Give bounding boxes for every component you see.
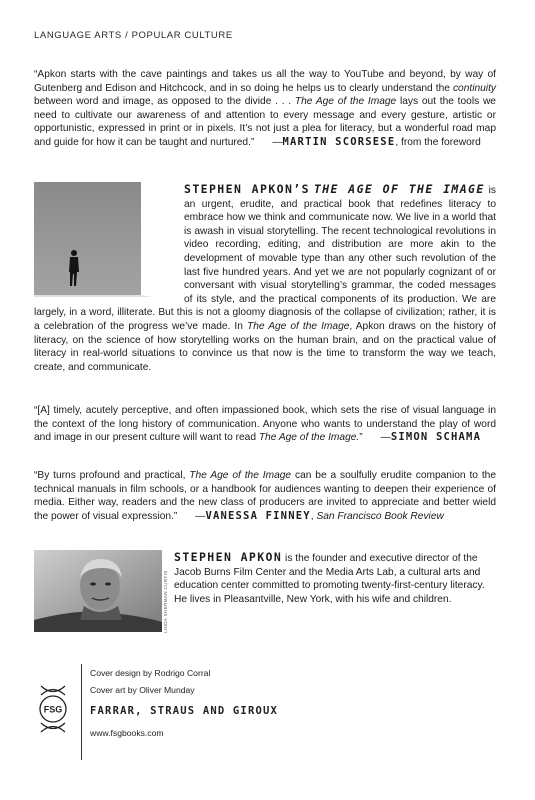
attribution-name: MARTIN SCORSESE bbox=[282, 135, 396, 148]
credits-block bbox=[90, 668, 278, 745]
divider-line bbox=[81, 664, 82, 760]
attribution-name: VANESSA FINNEY bbox=[205, 509, 311, 522]
quote-text: “Apkon starts with the cave paintings and takes us all the way to YouTube and beyond, by way of Gutenberg and Edison and Hitchcock, and in so doing he helps us to clearly understand the bbox=[34, 69, 496, 94]
quote-text: “By turns profound and practical, bbox=[34, 470, 190, 481]
quote-book-title: The Age of the Image bbox=[294, 96, 397, 108]
schama-quote bbox=[34, 404, 496, 445]
quote-book-title: The Age of the Image bbox=[189, 470, 292, 481]
category-label: LANGUAGE ARTS / POPULAR CULTURE bbox=[34, 30, 233, 41]
attribution-publication: San Francisco Book Review bbox=[316, 510, 444, 522]
book-title: THE AGE OF THE IMAGE bbox=[313, 182, 485, 196]
quote-text: between word and image, as opposed to the divide . . . bbox=[34, 96, 295, 108]
art-spacer bbox=[34, 183, 184, 301]
cover-design-credit: Cover design by Rodrigo Corral bbox=[90, 668, 211, 678]
author-bio-name: STEPHEN APKON bbox=[174, 550, 283, 564]
author-bio bbox=[174, 551, 496, 606]
description-text: , Apkon draws on the history of literacy, on the science of how storytelling works on the human brain, and on the practical value of literacy in real-world situations to convince us that now is the time to transform the way we teach, create, and communicate. bbox=[34, 320, 496, 373]
cover-art-credit: Cover art by Oliver Munday bbox=[90, 685, 195, 695]
quote-book-title: The Age of the Image. bbox=[258, 432, 360, 444]
quote-text: lays out the tools we need to cultivate our awareness of and attention to every message and every gesture, artistic or opportunistic, expressed in print or in pixels. It’s not just a plea for literacy, but a wonderful road map and guide for how it can be taught and nurtured.” bbox=[34, 96, 496, 148]
quote-text: can be a soulfully erudite companion to the technical manuals in film schools, or a handbook for audiences wanting to deepen their experience of media. Either way, readers and the new class of producers are invited to appreciate and better wield the power of visual expression.” bbox=[34, 470, 496, 522]
photo-credit: LINDA SHERMAN CURTIS bbox=[163, 570, 168, 633]
attribution-dash: — bbox=[272, 136, 283, 148]
book-description bbox=[34, 183, 496, 374]
scorsese-quote bbox=[34, 68, 496, 150]
attribution-dash: — bbox=[380, 432, 391, 444]
publisher-name: FARRAR, STRAUS AND GIROUX bbox=[90, 705, 279, 717]
attribution-suffix: , from the foreword bbox=[395, 136, 481, 148]
author-photo bbox=[34, 550, 162, 632]
logo-text: FSG bbox=[43, 704, 63, 715]
attribution-name: SIMON SCHAMA bbox=[390, 431, 482, 444]
quote-emphasis: continuity bbox=[452, 82, 496, 94]
description-book-title: The Age of the Image bbox=[246, 320, 350, 332]
attribution-suffix: , bbox=[310, 510, 317, 522]
quote-text: “[A] timely, acutely perceptive, and often impassioned book, which sets the rise of visual language in the context of the long history of communication. Anyone who wants to understand the play of word and image in our present culture will want to read bbox=[34, 405, 496, 444]
quote-text: ” bbox=[359, 432, 363, 444]
description-text: is an urgent, erudite, and practical book that redefines literacy to embrace how we think and communicate now. We live in a world that is awash in visual storytelling. The recent technological revolutions in video recording, editing, and distribution are more akin to the development of movable type than any other such revolution of the last five hundred years. And yet we are not popularly cognizant of or conversant with visual storytelling’s grammar, the coded messages of its style, and the practical components of its production. We are largely, in a word, illiterate. But this is not a gloomy diagnosis of the collapse of civilization; rather, it is a celebration of the progress we’ve made. In bbox=[34, 185, 496, 332]
fsg-logo bbox=[37, 683, 69, 735]
publisher-website: www.fsgbooks.com bbox=[90, 728, 164, 738]
author-bio-text: is the founder and executive director of the Jacob Burns Film Center and the Media Arts Lab, a cultural arts and education center committed to promoting twenty-first-century literacy. He lives in Pleasantville, New York, with his wife and children. bbox=[174, 553, 485, 605]
author-name: STEPHEN APKON’S bbox=[184, 182, 310, 196]
finney-quote bbox=[34, 469, 496, 523]
attribution-dash: — bbox=[195, 510, 206, 522]
